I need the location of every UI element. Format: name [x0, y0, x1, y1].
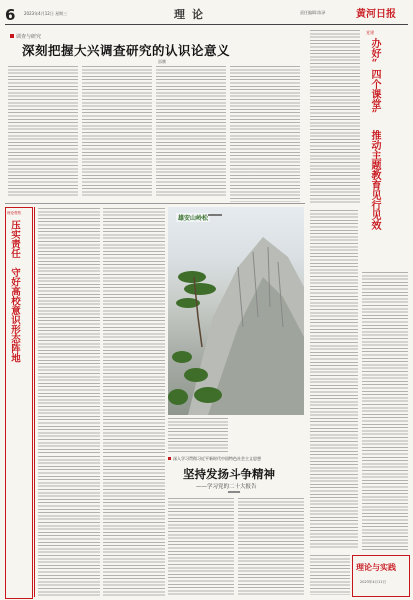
bottom-body-col-1: [168, 498, 234, 596]
lead-body-col-1: [8, 66, 78, 196]
date-line: 2023年4月12日 星期三: [24, 11, 68, 16]
left-body-col-1: [38, 208, 100, 453]
right-body-col-c: [362, 272, 408, 550]
right-column-title: 办好“四个课堂” 推动主题教育见行见效: [369, 38, 380, 230]
editor-line: 责任编辑:陈泽: [300, 10, 326, 15]
bottom-title: 坚持发扬斗争精神: [183, 467, 275, 481]
right-body-col-b: [310, 210, 358, 550]
bottom-author: [228, 491, 240, 493]
left-body-col-4: [103, 456, 165, 596]
mountain-pine-illustration: [168, 207, 304, 415]
bottom-body-col-2: [238, 498, 304, 596]
lead-title: 深刻把握大兴调查研究的认识论意义: [22, 43, 231, 58]
column-box-note: 2023年4月11日: [360, 580, 387, 584]
photo-credit: [208, 214, 222, 216]
bottom-subtitle: ——学习党的二十大报告: [196, 484, 257, 490]
right-body-col-a: [310, 30, 360, 205]
lead-divider: [5, 203, 305, 204]
landscape-photo: [168, 207, 304, 415]
square-icon: [168, 457, 171, 460]
right-body-col-d: [310, 555, 350, 595]
left-body-col-3: [38, 456, 100, 596]
left-body-col-5: [168, 418, 228, 454]
left-body-col-2: [103, 208, 165, 453]
square-icon: [10, 34, 14, 38]
left-column-tag: 理论观察: [7, 211, 21, 215]
lead-body-col-2: [82, 66, 152, 196]
left-column-red-rule: [34, 207, 35, 597]
section-title: 理论: [174, 8, 210, 21]
lead-body-col-3: [156, 66, 226, 196]
masthead-logo: 黄河日报: [356, 9, 396, 20]
right-column-tag: 党建: [366, 30, 374, 35]
lead-kicker: 调查与研究: [10, 33, 41, 40]
photo-caption: 雄安山岭松: [178, 215, 209, 222]
lead-author: 邵鹏: [158, 59, 166, 64]
header-rule: [5, 24, 408, 25]
column-box-title: 理论与实践: [356, 562, 396, 572]
lead-body-col-4: [230, 66, 300, 202]
bottom-kicker: 深入学习贯彻习近平新时代中国特色社会主义思想: [168, 456, 261, 462]
left-column-title: 压实责任 守好高校意识形态阵地: [9, 220, 20, 363]
page-number: 6: [5, 6, 16, 24]
